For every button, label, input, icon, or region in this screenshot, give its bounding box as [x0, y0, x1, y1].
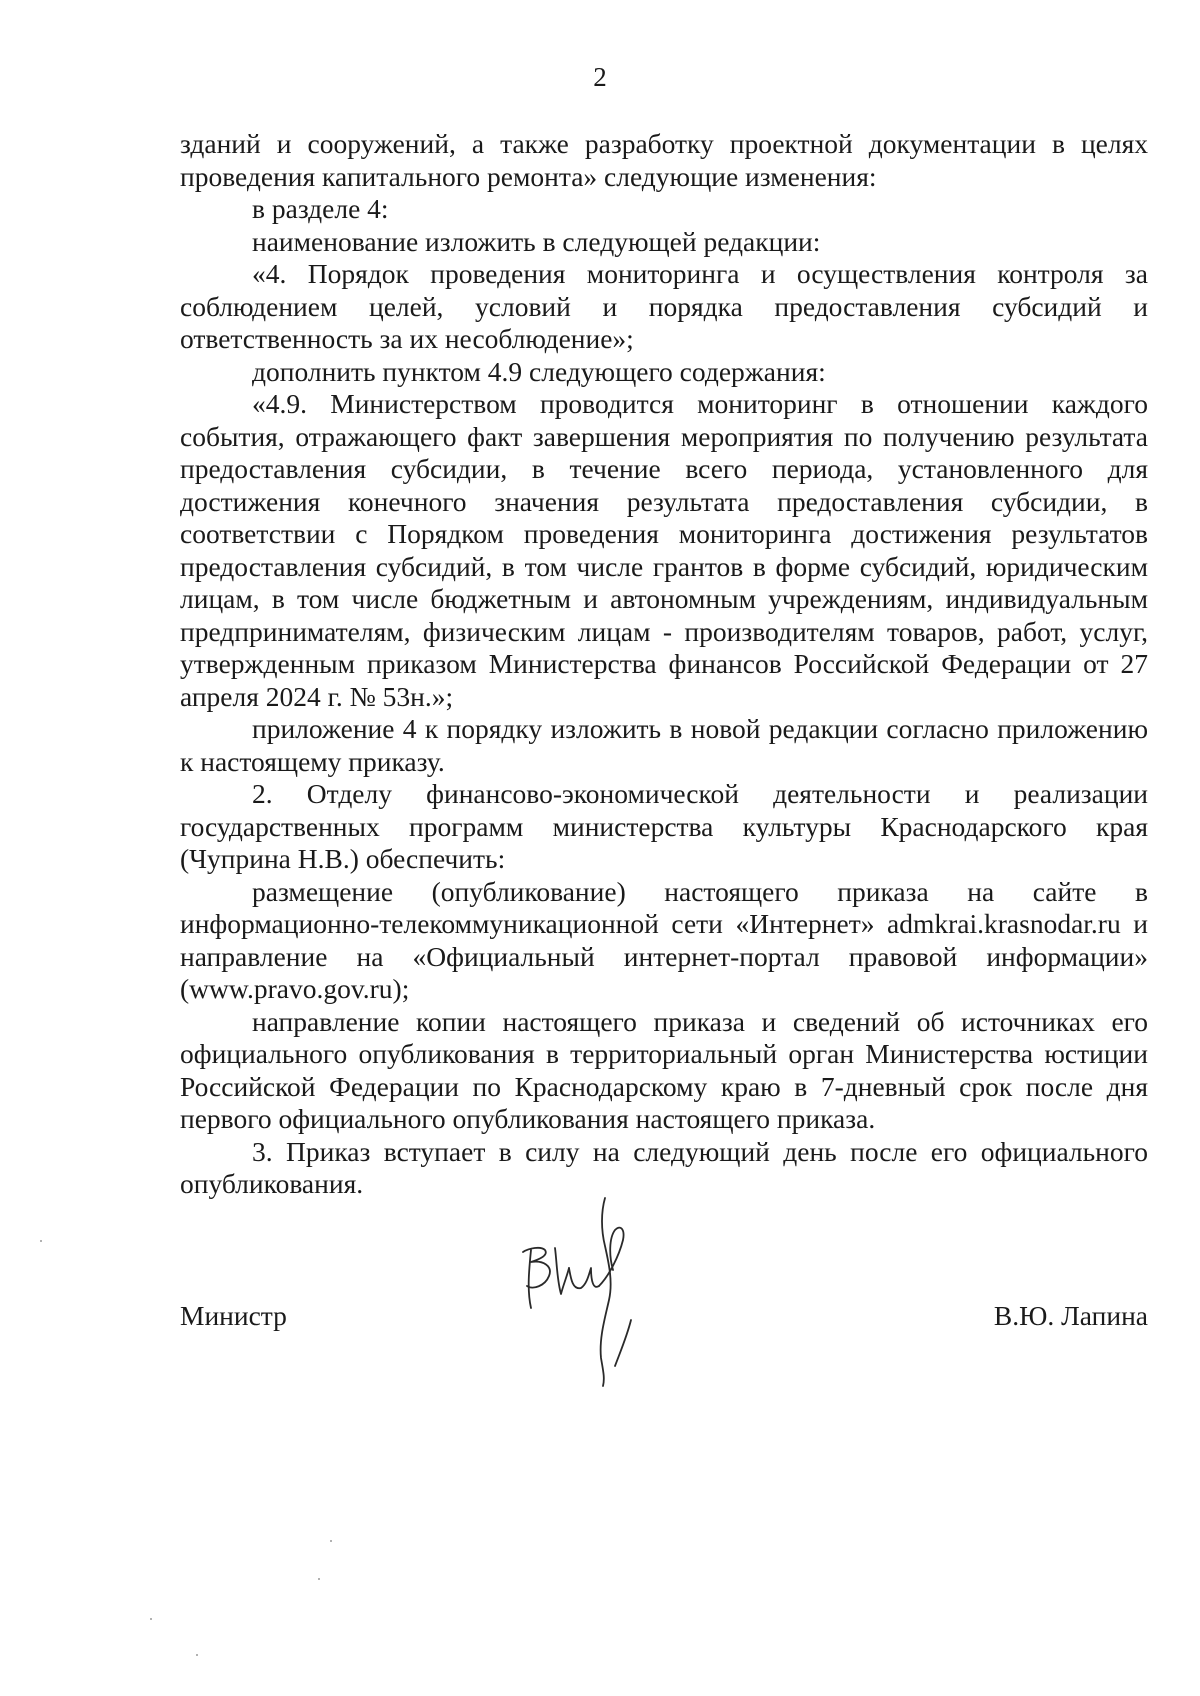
handwritten-signature [505, 1190, 665, 1390]
paragraph: наименование изложить в следующей редакции: [252, 225, 821, 257]
paragraph: зданий и сооружений, а также разработку проектной документации в целях проведения капитального ремонта» следующие изменения: [180, 128, 1148, 192]
paragraph: направление копии настоящего приказа и сведений об источниках его официального опубликования в территориальный орган Министерства юстиции Российской Федерации по Краснодарскому краю в 7-дневный срок после дня первого официального опубликования настоящего приказа. [180, 1005, 1148, 1134]
page-number: 2 [593, 62, 607, 92]
scan-speck [318, 1578, 320, 1580]
scan-speck [40, 1240, 42, 1242]
paragraph: 2. Отделу финансово-экономической деятельности и реализации государственных программ министерства культуры Краснодарского края (Чуприна Н.В.) обеспечить: [180, 778, 1148, 874]
paragraph: дополнить пунктом 4.9 следующего содержания: [252, 355, 826, 387]
paragraph: в разделе 4: [252, 193, 389, 224]
paragraph: 3. Приказ вступает в силу на следующий день после его официального опубликования. [180, 1135, 1148, 1199]
scan-speck [150, 1618, 152, 1620]
paragraph: размещение (опубликование) настоящего приказа на сайте в информационно-телекоммуникационной сети «Интернет» admkrai.krasnodar.ru и направление на «Официальный интернет-портал правовой информации» (www.pravo.gov.ru); [180, 875, 1148, 1004]
paragraph: «4. Порядок проведения мониторинга и осуществления контроля за соблюдением целей, условий и порядка предоставления субсидий и ответственность за их несоблюдение»; [180, 258, 1148, 354]
scan-speck [196, 1654, 198, 1656]
document-body [180, 128, 1148, 1201]
paragraph: «4.9. Министерством проводится мониторинг в отношении каждого события, отражающего факт завершения мероприятия по получению результата предоставления субсидии, в течение всего периода, установленного для достижения конечного значения результата предоставления субсидии, в соответствии с Порядком проведения мониторинга достижения результатов предоставления субсидий, в том числе грантов в форме субсидий, юридическим лицам, в том числе бюджетным и автономным учреждениям, индивидуальным предпринимателям, физическим лицам - производителям товаров, работ, услуг, утвержденным приказом Министерства финансов Российской Федерации от 27 апреля 2024 г. № 53н.»; [180, 388, 1148, 712]
signatory-name: В.Ю. Лапина [993, 1300, 1148, 1331]
paragraph: приложение 4 к порядку изложить в новой редакции согласно приложению к настоящему приказу. [180, 713, 1148, 777]
scan-speck [330, 1540, 332, 1542]
signatory-title: Министр [180, 1300, 287, 1331]
